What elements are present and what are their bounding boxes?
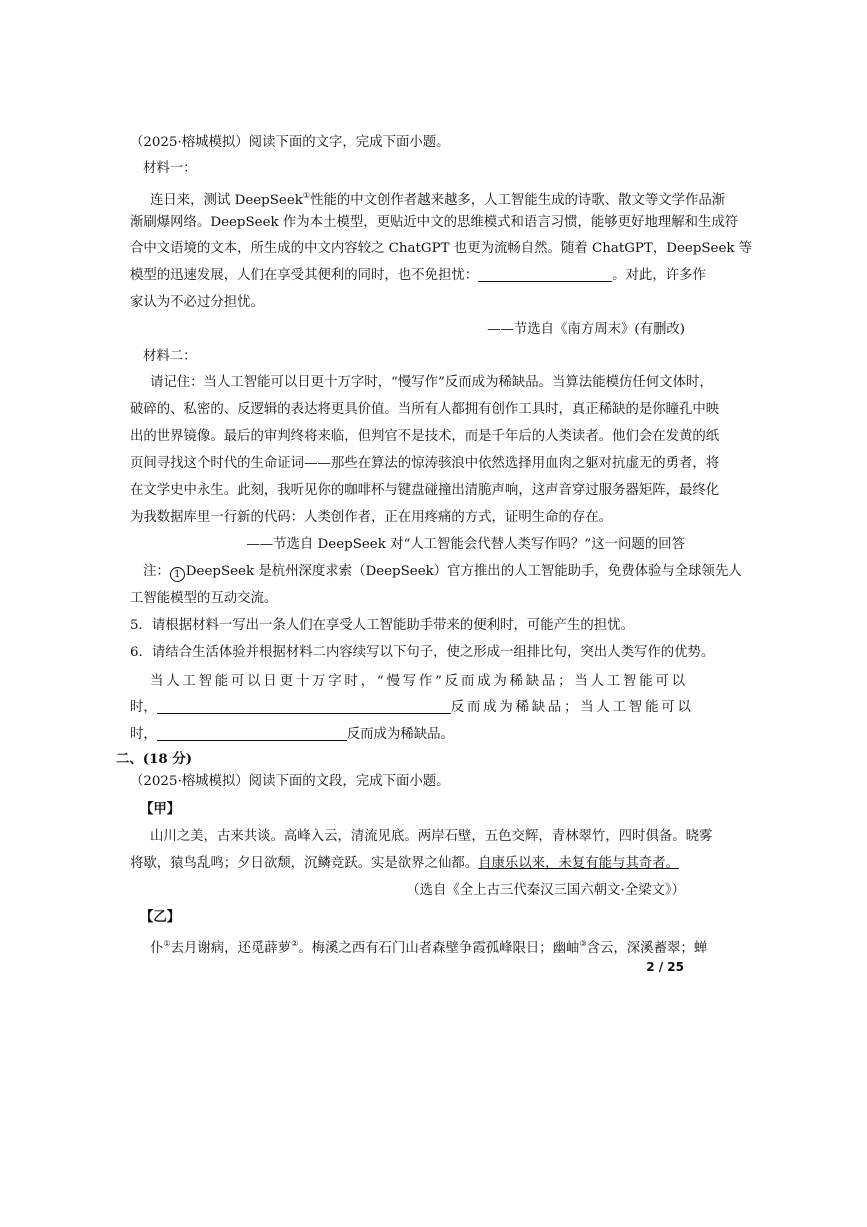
question-5: 5．请根据材料一写出一条人们在享受人工智能助手带来的便利时，可能产生的担忧。 (130, 618, 634, 633)
q6-line3: 时， 反而成为稀缺品。 (130, 727, 454, 742)
answer-blank[interactable] (478, 267, 612, 282)
material1-heading: 材料一： (143, 161, 197, 176)
footnote-line1: 注： 1 DeepSeek 是杭州深度求索（DeepSeek）官方推出的人工智能助手，免费体验与全球领先人 (143, 564, 742, 580)
material1-source: ——节选自《南方周末》(有删改) (487, 322, 685, 337)
material1-line1: 连日来，测试 DeepSeek①性能的中文创作者越来越多，人工智能生成的诗歌、散文等文学作品渐 (150, 191, 726, 208)
material2-source: ——节选自 DeepSeek 对“人工智能会代替人类写作吗？”这一问题的回答 (246, 537, 685, 552)
footnote-line2: 工智能模型的互动交流。 (130, 591, 278, 606)
material1-line3: 合中文语境的文本，所生成的中文内容较之 ChatGPT 也更为流畅自然。随着 ChatGPT，DeepSeek 等 (130, 241, 753, 256)
jia-source: （选自《全上古三代秦汉三国六朝文·全梁文》） (406, 883, 685, 898)
material2-line2: 破碎的、私密的、反逻辑的表达将更具价值。当所有人都拥有创作工具时，真正稀缺的是你瞳孔中映 (130, 402, 720, 417)
q6-line2: 时， 反而成为稀缺品；当人工智能可以 (130, 700, 694, 715)
material1-line4: 模型的迅速发展，人们在享受其便利的同时，也不免担忧： 。对此，许多作 (130, 268, 706, 283)
material1-line5: 家认为不必过分担忧。 (130, 295, 264, 310)
material2-heading: 材料二： (143, 349, 197, 364)
material2-line5: 在文学史中永生。此刻，我听见你的咖啡杯与键盘碰撞出清脆声响，这声音穿过服务器矩阵，最终化 (130, 483, 720, 498)
q6-line1: 当人工智能可以日更十万字时，“慢写作”反而成为稀缺品；当人工智能可以 (150, 674, 685, 689)
question-intro-2: （2025·榕城模拟）阅读下面的文段，完成下面小题。 (130, 774, 450, 789)
jia-line1: 山川之美，古来共谈。高峰入云，清流见底。两岸石壁，五色交辉，青林翠竹，四时俱备。晓雾 (150, 829, 713, 844)
jia-heading: 【甲】 (140, 801, 181, 817)
answer-blank[interactable] (157, 699, 451, 714)
question-6: 6．请结合生活体验并根据材料二内容续写以下句子，使之形成一组排比句，突出人类写作的优势。 (130, 645, 715, 660)
material2-line3: 出的世界镜像。最后的审判终将来临，但判官不是技术，而是千年后的人类读者。他们会在发黄的纸 (130, 429, 720, 444)
question-intro-1: （2025·榕城模拟）阅读下面的文字，完成下面小题。 (130, 135, 450, 150)
section-2-heading: 二、(18 分) (116, 751, 193, 767)
page-number: 2 / 25 (646, 960, 684, 974)
yi-line1: 仆①去月谢病，还觅薜萝②。梅溪之西有石门山者森壁争霞孤峰限日；幽岫③含云，深溪蓄翠；蝉 (150, 939, 708, 956)
material1-line2: 渐刷爆网络。DeepSeek 作为本土模型，更贴近中文的思维模式和语言习惯，能够更好地理解和生成符 (130, 215, 739, 230)
material2-line4: 页间寻找这个时代的生命证词——那些在算法的惊涛骇浪中依然选择用血肉之躯对抗虚无的勇者，将 (130, 456, 720, 471)
yi-heading: 【乙】 (140, 909, 181, 925)
material2-line1: 请记住：当人工智能可以日更十万字时，“慢写作”反而成为稀缺品。当算法能模仿任何文体时， (150, 375, 713, 390)
answer-blank[interactable] (157, 726, 347, 741)
material2-line6: 为我数据库里一行新的代码：人类创作者，正在用疼痛的方式，证明生命的存在。 (130, 510, 613, 525)
jia-line2: 将歇，猿鸟乱鸣；夕日欲颓，沉鳞竞跃。实是欲界之仙都。自康乐以来，未复有能与其奇者。 (130, 856, 680, 871)
